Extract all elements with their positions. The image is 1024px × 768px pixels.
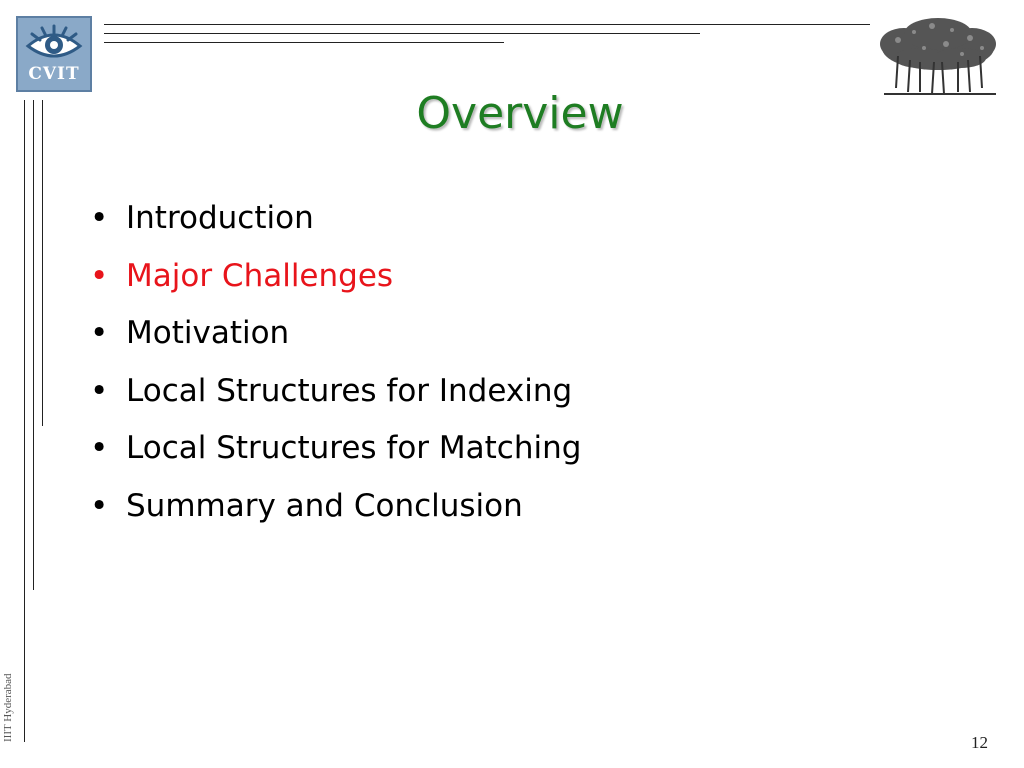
banyan-tree-icon [874, 14, 1004, 98]
bullet-label: Motivation [126, 315, 290, 351]
side-rule [33, 100, 34, 590]
bullet-item-local-structures-indexing [86, 363, 581, 421]
slide-title: Overview [416, 88, 624, 139]
cvit-logo [16, 16, 92, 92]
bullet-dot: • [90, 315, 109, 351]
bullet-list [86, 190, 581, 535]
bullet-label: Summary and Conclusion [126, 487, 523, 524]
header-rule [104, 24, 870, 25]
bullet-item-motivation [86, 305, 581, 363]
bullet-dot: • [90, 257, 109, 294]
header-rule [104, 33, 700, 34]
institution-caption: IIIT Hyderabad [2, 673, 14, 742]
logo-text: CVIT [28, 64, 80, 84]
bullet-dot: • [90, 372, 109, 409]
side-rule [42, 100, 43, 426]
bullet-item-summary-conclusion [86, 478, 581, 536]
bullet-label: Local Structures for Indexing [126, 372, 573, 409]
bullet-item-major-challenges [86, 248, 581, 306]
bullet-item-introduction [86, 190, 581, 248]
side-rule [24, 100, 25, 742]
bullet-label: Introduction [126, 200, 314, 236]
bullet-label: Major Challenges [126, 257, 394, 294]
page-number: 12 [971, 733, 988, 752]
bullet-item-local-structures-matching [86, 420, 581, 478]
bullet-dot: • [90, 430, 109, 466]
bullet-dot: • [90, 200, 109, 236]
header-rule [104, 42, 504, 43]
bullet-dot: • [90, 487, 109, 524]
bullet-label: Local Structures for Matching [126, 430, 582, 466]
